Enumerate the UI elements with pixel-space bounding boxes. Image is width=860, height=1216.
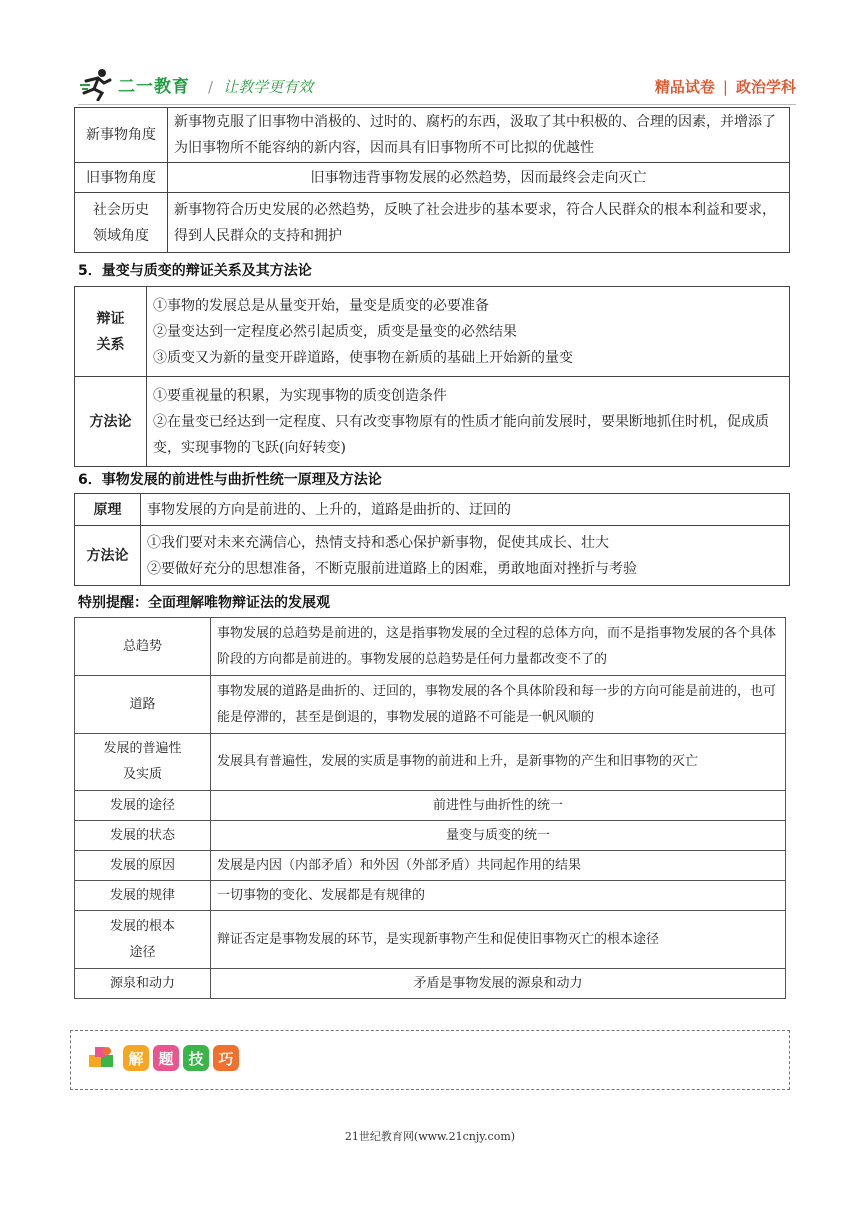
header-subject: 精品试卷 | 政治学科 xyxy=(654,78,796,96)
development-view-table xyxy=(74,617,786,999)
row-label: 发展的普遍性及实质 xyxy=(75,734,211,791)
table-row xyxy=(75,851,786,881)
header-divider xyxy=(78,104,796,105)
table-row xyxy=(75,969,786,999)
table-row xyxy=(75,526,790,586)
table-row xyxy=(75,791,786,821)
row-label: 新事物角度 xyxy=(75,108,168,163)
table-row xyxy=(75,287,790,377)
section-6-title: 6．事物发展的前进性与曲折性统一原理及方法论 xyxy=(78,472,382,488)
row-label: 发展的原因 xyxy=(75,851,211,881)
row-label: 发展的根本途径 xyxy=(75,911,211,969)
page-footer: 21世纪教育网(www.21cnjy.com) xyxy=(344,1130,516,1143)
new-old-things-table xyxy=(74,107,790,253)
row-content xyxy=(147,377,790,467)
row-label: 辩证关系 xyxy=(75,287,147,377)
table-row xyxy=(75,163,790,193)
row-content: 旧事物违背事物发展的必然趋势，因而最终会走向灭亡 xyxy=(168,163,790,193)
row-label: 发展的规律 xyxy=(75,881,211,911)
row-content: 事物发展的方向是前进的、上升的，道路是曲折的、迂回的 xyxy=(141,494,790,526)
table-row xyxy=(75,734,786,791)
slogan-text: 让教学更有效 xyxy=(223,78,314,96)
row-content: 新事物符合历史发展的必然趋势，反映了社会进步的基本要求，符合人民群众的根本利益和要求，得到人民群众的支持和拥护 xyxy=(168,193,790,253)
row-content: 事物发展的总趋势是前进的，这是指事物发展的全过程的总体方向，而不是指事物发展的各个具体阶段的方向都是前进的。事物发展的总趋势是任何力量都改变不了的 xyxy=(211,618,786,676)
row-label: 发展的状态 xyxy=(75,821,211,851)
row-content: 一切事物的变化、发展都是有规律的 xyxy=(211,881,786,911)
row-content: 发展具有普遍性，发展的实质是事物的前进和上升，是新事物的产生和旧事物的灭亡 xyxy=(211,734,786,791)
puzzle-icon xyxy=(87,1043,117,1073)
content-line: ②要做好充分的思想准备，不断克服前进道路上的困难，勇敢地面对挫折与考验 xyxy=(147,560,637,577)
table-row xyxy=(75,108,790,163)
runner-logo-icon xyxy=(78,67,116,101)
row-content: 事物发展的道路是曲折的、迂回的，事物发展的各个具体阶段和每一步的方向可能是前进的，也可能是停滞的，甚至是倒退的，事物发展的道路不可能是一帆风顺的 xyxy=(211,676,786,734)
logo-text: 二一教育 xyxy=(118,76,190,97)
row-label: 旧事物角度 xyxy=(75,163,168,193)
row-content: 辩证否定是事物发展的环节，是实现新事物产生和促使旧事物灭亡的根本途径 xyxy=(211,911,786,969)
row-label: 方法论 xyxy=(75,377,147,467)
tips-char: 巧 xyxy=(213,1045,239,1071)
table-row xyxy=(75,618,786,676)
problem-solving-tips-box xyxy=(70,1030,790,1090)
table-row xyxy=(75,676,786,734)
header-subject-label: 政治学科 xyxy=(735,78,796,96)
row-content: 矛盾是事物发展的源泉和动力 xyxy=(211,969,786,999)
table-row xyxy=(75,377,790,467)
content-line: ①事物的发展总是从量变开始，量变是质变的必要准备 xyxy=(153,297,489,314)
tips-char: 解 xyxy=(123,1045,149,1071)
header-premium-label: 精品试卷 xyxy=(654,78,715,96)
section-5-title: 5．量变与质变的辩证关系及其方法论 xyxy=(78,263,312,279)
row-label: 总趋势 xyxy=(75,618,211,676)
row-label: 社会历史领域角度 xyxy=(75,193,168,253)
row-label: 源泉和动力 xyxy=(75,969,211,999)
tips-char: 技 xyxy=(183,1045,209,1071)
logo xyxy=(78,64,190,104)
content-line: ①要重视量的积累，为实现事物的质变创造条件 xyxy=(153,387,447,404)
row-content: 新事物克服了旧事物中消极的、过时的、腐朽的东西，汲取了其中积极的、合理的因素，并增添了为旧事物所不能容纳的新内容，因而具有旧事物所不可比拟的优越性 xyxy=(168,108,790,163)
content-line: ②在量变已经达到一定程度、只有改变事物原有的性质才能向前发展时，要果断地抓住时机，促成质变，实现事物的飞跃(向好转变) xyxy=(153,413,769,456)
row-content: 发展是内因（内部矛盾）和外因（外部矛盾）共同起作用的结果 xyxy=(211,851,786,881)
tips-char: 题 xyxy=(153,1045,179,1071)
row-content: 前进性与曲折性的统一 xyxy=(211,791,786,821)
quantity-quality-table xyxy=(74,286,790,467)
table-row xyxy=(75,821,786,851)
tips-heading xyxy=(123,1045,239,1071)
table-row xyxy=(75,911,786,969)
slogan: / 让教学更有效 xyxy=(208,78,314,96)
row-content xyxy=(141,526,790,586)
page-header xyxy=(78,64,796,104)
special-reminder-title: 特别提醒：全面理解唯物辩证法的发展观 xyxy=(78,595,330,611)
row-label: 原理 xyxy=(75,494,141,526)
content-line: ③质变又为新的量变开辟道路，使事物在新质的基础上开始新的量变 xyxy=(153,349,573,366)
content-line: ①我们要对未来充满信心，热情支持和悉心保护新事物，促使其成长、壮大 xyxy=(147,534,609,551)
table-row xyxy=(75,193,790,253)
development-principle-table xyxy=(74,493,790,586)
row-content xyxy=(147,287,790,377)
content-line: ②量变达到一定程度必然引起质变，质变是量变的必然结果 xyxy=(153,323,517,340)
table-row xyxy=(75,881,786,911)
table-row xyxy=(75,494,790,526)
row-label: 发展的途径 xyxy=(75,791,211,821)
row-content: 量变与质变的统一 xyxy=(211,821,786,851)
row-label: 方法论 xyxy=(75,526,141,586)
row-label: 道路 xyxy=(75,676,211,734)
